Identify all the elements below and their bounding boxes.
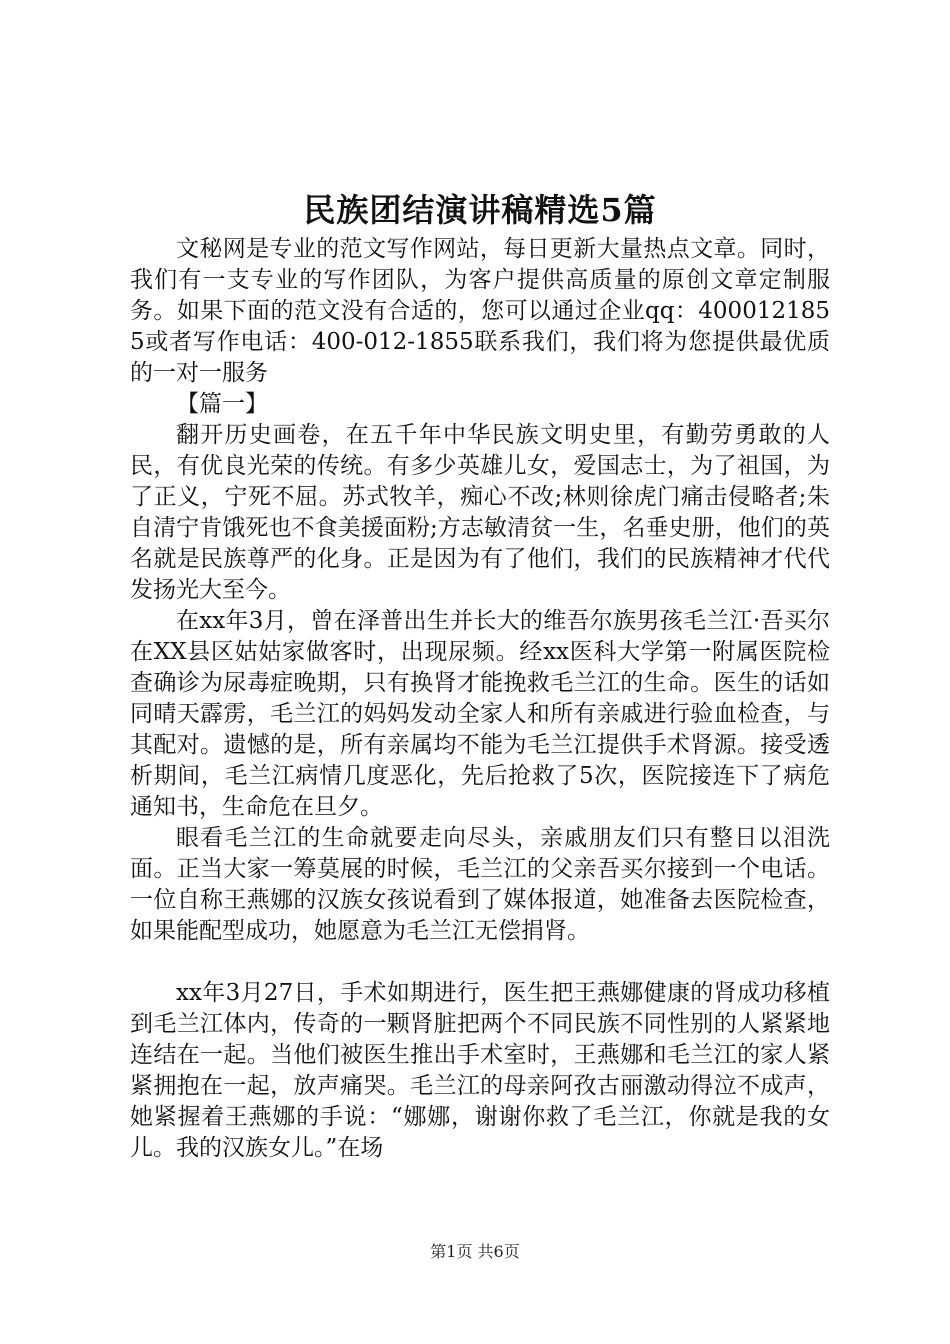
paragraph-spacer	[130, 947, 830, 978]
page-footer: 第1页 共6页	[430, 1242, 520, 1261]
body-paragraph-1: 翻开历史画卷，在五千年中华民族文明史里，有勤劳勇敢的人民，有优良光荣的传统。有多少英雄儿女，爱国志士，为了祖国，为了正义，宁死不屈。苏式牧羊，痴心不改;林则徐虎门痛击侵略者;朱自清宁肯饿死也不食美援面粉;方志敏清贫一生，名垂史册，他们的英名就是民族尊严的化身。正是因为有了他们，我们的民族精神才代代发扬光大至今。	[130, 422, 830, 603]
document-page	[130, 188, 830, 1164]
document-title: 民族团结演讲稿精选5篇	[303, 191, 657, 229]
body-paragraph-4: xx年3月27日，手术如期进行，医生把王燕娜健康的肾成功移植到毛兰江体内，传奇的一颗肾脏把两个不同民族不同性别的人紧紧地连结在一起。当他们被医生推出手术室时，王燕娜和毛兰江的家人紧紧拥抱在一起，放声痛哭。毛兰江的母亲阿孜古丽激动得泣不成声，她紧握着王燕娜的手说：“娜娜，谢谢你救了毛兰江，你就是我的女儿。我的汉族女儿。”在场	[130, 980, 830, 1161]
intro-paragraph: 文秘网是专业的范文写作网站，每日更新大量热点文章。同时，我们有一支专业的写作团队，为客户提供高质量的原创文章定制服务。如果下面的范文没有合适的，您可以通过企业qq：4000121855或者写作电话：400-012-1855联系我们，我们将为您提供最优质的一对一服务	[130, 236, 830, 386]
body-paragraph-2: 在xx年3月，曾在泽普出生并长大的维吾尔族男孩毛兰江·吾买尔在XX县区姑姑家做客时，出现尿频。经xx医科大学第一附属医院检查确诊为尿毒症晚期，只有换肾才能挽救毛兰江的生命。医生的话如同晴天霹雳，毛兰江的妈妈发动全家人和所有亲戚进行验血检查，与其配对。遗憾的是，所有亲属均不能为毛兰江提供手术肾源。接受透析期间，毛兰江病情几度恶化，先后抢救了5次，医院接连下了病危通知书，生命危在旦夕。	[130, 608, 830, 820]
body-paragraph-3: 眼看毛兰江的生命就要走向尽头，亲戚朋友们只有整日以泪洗面。正当大家一筹莫展的时候，毛兰江的父亲吾买尔接到一个电话。一位自称王燕娜的汉族女孩说看到了媒体报道，她准备去医院检查，如果能配型成功，她愿意为毛兰江无偿捐肾。	[130, 825, 830, 944]
section-heading: 【篇一】	[176, 391, 268, 417]
